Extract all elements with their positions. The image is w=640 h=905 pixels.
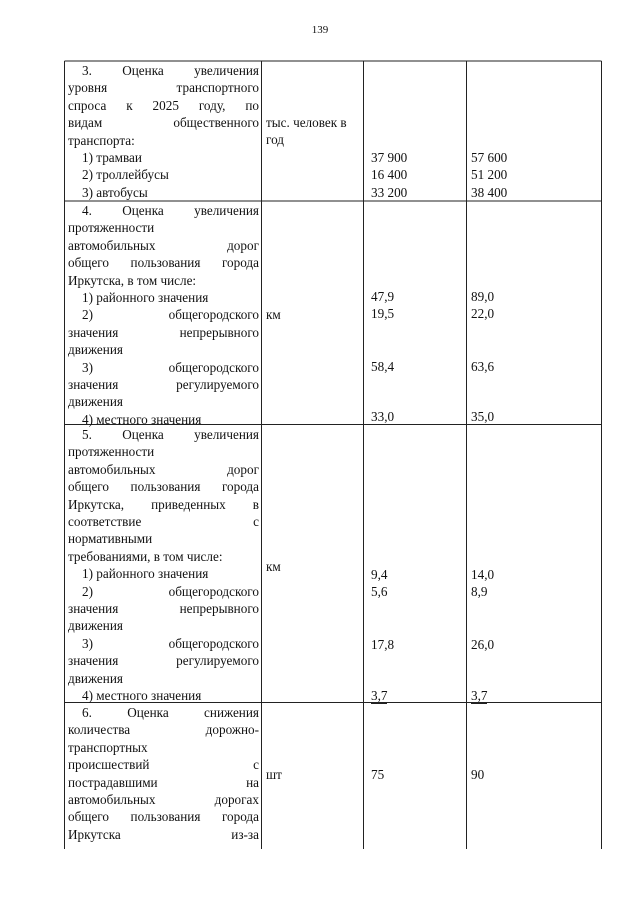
row-4-item-label: движения — [68, 394, 123, 410]
row-5-item-label: 3) общегородского — [82, 635, 259, 651]
table-cell: 3,7 — [371, 688, 388, 703]
row-6-desc-line: 6. Оценка снижения — [82, 705, 259, 720]
table-cell: 47,9 — [371, 289, 395, 304]
row-3-description — [68, 62, 259, 201]
page-number: 139 — [311, 24, 329, 36]
row-6-description — [68, 704, 259, 843]
table-cell: 8,9 — [471, 584, 488, 600]
table-cell: 58,4 — [371, 359, 395, 374]
row-4-item-label: 4) местного значения — [82, 411, 202, 427]
row-5-item-label: значения регулируемого — [68, 653, 259, 669]
row-4-value-col2 — [471, 288, 591, 323]
row-4-desc-line: автомобильных дорог — [68, 237, 259, 253]
row-5-desc-line: нормативными — [68, 531, 153, 547]
table-cell: 3,7 — [471, 688, 488, 703]
row-3-value-col1 — [371, 149, 461, 201]
table-cell: 89,0 — [471, 289, 495, 304]
table-cell: 75 — [371, 767, 385, 782]
row-3-desc-line: видам общественного — [68, 115, 259, 131]
row-4-desc-line: протяженности — [68, 220, 155, 236]
row-5-value-col1 — [371, 636, 461, 653]
row-4-value-col1 — [371, 358, 461, 375]
row-3-desc-line: транспорта: — [68, 132, 135, 148]
row-4-value-col1 — [371, 408, 461, 425]
row-4-desc-line: Иркутска, в том числе: — [68, 272, 197, 288]
row-4-item-label: значения непрерывного — [68, 324, 259, 340]
row-4-desc-line: 4. Оценка увеличения — [82, 203, 259, 218]
row-3-value-col2 — [471, 149, 591, 201]
row-6-value-col2 — [471, 766, 591, 783]
row-6-unit-line: шт — [266, 767, 282, 782]
row-5-desc-line: требованиями, в том числе: — [68, 548, 223, 564]
row-5-value-col2 — [471, 566, 591, 601]
table-cell: 26,0 — [471, 637, 495, 652]
row-6-desc-line: количества дорожно- — [68, 722, 259, 738]
row-4-unit — [266, 306, 358, 323]
row-6-desc-line: происшествий с — [68, 757, 259, 773]
row-4-description — [68, 202, 259, 428]
row-5-value-col2 — [471, 687, 591, 704]
row-4-item-label: значения регулируемого — [68, 377, 259, 393]
row-5-value-col1 — [371, 687, 461, 704]
row-6-desc-line: транспортных — [68, 739, 148, 755]
row-4-item-label: 1) районного значения — [82, 290, 209, 306]
table-cell: 16 400 — [371, 167, 408, 183]
row-5-value-col1 — [371, 566, 461, 601]
row-6-desc-line: общего пользования города — [68, 809, 259, 825]
row-5-value-col2 — [471, 636, 591, 653]
row-5-item-label: движения — [68, 670, 123, 686]
row-5-unit — [266, 558, 358, 575]
row-5-desc-line: общего пользования города — [68, 479, 259, 495]
row-4-item-label: 2) общегородского — [82, 307, 259, 323]
table-cell: 19,5 — [371, 306, 395, 322]
row-4-item-label: 3) общегородского — [82, 359, 259, 375]
table-cell: 17,8 — [371, 637, 395, 652]
row-4-desc-line: общего пользования города — [68, 255, 259, 271]
row-3-desc-line: уровня транспортного — [68, 80, 259, 96]
row-3-item-label: 2) троллейбусы — [82, 167, 169, 183]
row-5-item-label: движения — [68, 618, 123, 634]
row-3-unit-line: год — [266, 132, 285, 148]
row-5-item-label: 1) районного значения — [82, 566, 209, 582]
row-4-value-col1 — [371, 288, 461, 323]
row-5-item-label: значения непрерывного — [68, 601, 259, 617]
row-3-desc-line: спроса к 2025 году, по — [68, 97, 259, 113]
table-cell: 37 900 — [371, 150, 408, 165]
row-5-desc-line: протяженности — [68, 444, 155, 460]
row-5-item-label: 2) общегородского — [82, 583, 259, 599]
table-cell: 51 200 — [471, 167, 508, 183]
row-6-value-col1 — [371, 766, 461, 783]
table-cell: 14,0 — [471, 567, 495, 582]
row-3-unit-line: тыс. человек в — [266, 115, 347, 130]
row-6-desc-line: пострадавшими на — [68, 774, 259, 790]
row-4-value-col2 — [471, 358, 591, 375]
table-cell: 35,0 — [471, 409, 495, 424]
row-5-desc-line: 5. Оценка увеличения — [82, 427, 259, 442]
row-4-item-label: движения — [68, 342, 123, 358]
table-cell: 33,0 — [371, 409, 395, 424]
row-3-unit — [266, 114, 358, 149]
table-cell: 9,4 — [371, 567, 388, 582]
table-cell: 90 — [471, 767, 485, 782]
row-3-item-label: 3) автобусы — [82, 184, 148, 200]
row-3-item-label: 1) трамваи — [82, 150, 142, 166]
row-5-desc-line: соответствие с — [68, 514, 259, 530]
table-cell: 22,0 — [471, 306, 495, 322]
row-5-description — [68, 426, 259, 705]
row-6-desc-line: автомобильных дорогах — [68, 792, 259, 808]
table-cell: 57 600 — [471, 150, 508, 165]
row-4-value-col2 — [471, 408, 591, 425]
table-cell: 33 200 — [371, 184, 408, 200]
row-3-desc-line: 3. Оценка увеличения — [82, 63, 259, 78]
row-4-unit-line: км — [266, 307, 281, 322]
row-5-desc-line: автомобильных дорог — [68, 461, 259, 477]
row-5-desc-line: Иркутска, приведенных в — [68, 496, 259, 512]
row-6-unit — [266, 766, 358, 783]
row-6-desc-line: Иркутска из-за — [68, 826, 259, 842]
table-cell: 38 400 — [471, 184, 508, 200]
row-5-unit-line: км — [266, 559, 281, 574]
row-5-item-label: 4) местного значения — [82, 688, 202, 704]
table-cell: 5,6 — [371, 584, 388, 600]
table-cell: 63,6 — [471, 359, 495, 374]
